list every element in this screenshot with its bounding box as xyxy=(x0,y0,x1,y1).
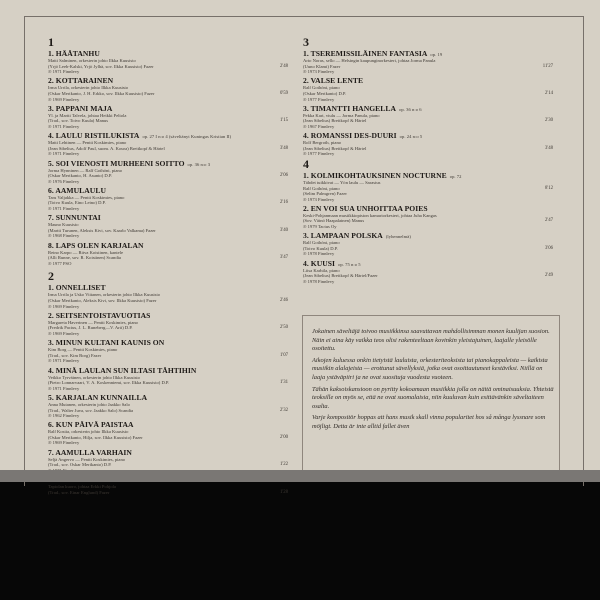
track-title xyxy=(48,241,288,250)
track-credit-line: (Oskar Merikanto, Hilja, sov. Ilkka Kuusisto) Fazer xyxy=(48,434,143,440)
track-duration: 2'50 xyxy=(279,325,288,331)
bottom-edge-strip xyxy=(0,470,600,482)
track-credit-line: Tapiolan kuoro, johtaa Erkki Pohjola xyxy=(48,484,116,490)
track-item xyxy=(303,204,553,230)
track-number: 2. xyxy=(303,203,311,213)
track-title xyxy=(48,159,288,168)
track-number: 2. xyxy=(303,76,311,86)
track-opus: op. 24 n:o 5 xyxy=(399,134,423,140)
track-title-text: KUUSI xyxy=(310,258,336,268)
liner-note-paragraph: Tähän kaksoiskansioon on pyritty kokoamaan musiikkia jolla on näitä ominaisuuksia. Yhteistä teoksille on myös se, että ne ovat suomalaisia, niin kuuluvan kuin esittävänkin säveltaiteen osalta. xyxy=(312,385,554,410)
track-item xyxy=(48,393,288,419)
track-duration: 3'48 xyxy=(544,145,553,151)
track-title-text: KOTTARAINEN xyxy=(55,76,114,86)
track-number: 3. xyxy=(303,231,311,241)
track-duration: 3'06 xyxy=(544,245,553,251)
track-duration: 1'07 xyxy=(279,352,288,358)
track-credit-line: Anna Mutanen, orkesterin johto Jaakko Salo xyxy=(48,401,130,407)
track-title xyxy=(48,420,288,429)
track-credit-line: ℗ 1971 Finnlevy xyxy=(48,123,80,129)
track-credit-line: Seljä Angervo — Pentti Koskimies, piano xyxy=(48,456,126,462)
track-duration: 3'48 xyxy=(279,145,288,151)
track-item xyxy=(48,76,288,102)
track-duration: 2'00 xyxy=(279,434,288,440)
track-item xyxy=(48,131,288,157)
track-credit-line: Arto Noras, sello — Helsingin kaupunginorkesteri, johtaa Jorma Panula xyxy=(303,58,436,63)
track-opus: op. 36 n:o 6 xyxy=(399,106,422,112)
track-opus: op. 75 n:o 5 xyxy=(338,261,361,267)
track-title xyxy=(48,186,288,195)
track-number: 7. xyxy=(48,447,56,457)
track-item xyxy=(48,338,288,364)
track-credit-line: ℗ 1971 Finnlevy xyxy=(48,358,80,364)
track-number: 4. xyxy=(48,365,56,375)
track-title xyxy=(303,49,553,58)
track-title xyxy=(48,311,288,320)
track-credit-line: Taru Valjakka — Pentti Koskimies, piano xyxy=(48,194,125,200)
track-credit-line: ℗ 1973 Finnlevy xyxy=(303,69,335,75)
track-credit-line: ℗ 1977 Finnlevy xyxy=(303,151,335,157)
track-title-text: SEITSENTOISTAVUOTIAS xyxy=(55,310,151,320)
track-credit-line: (Alli Runne, sov. R. Koistinen) Scandia xyxy=(48,255,121,261)
track-credit-line: (Oskar Merikanto, H. Asunto) D.P. xyxy=(48,173,113,179)
track-title-text: MINÄ LAULAN SUN ILTASI TÄHTIHIN xyxy=(55,365,197,375)
liner-note-paragraph: Varje kompositör hoppas att hans musik skall vinna popularitet hos så många lyssnare som möjligt. Detta är inte alltid fallet även xyxy=(312,414,546,430)
track-item xyxy=(48,49,288,75)
track-duration: 2'49 xyxy=(544,273,553,279)
track-number: 2. xyxy=(48,310,56,320)
track-credit-line: (Trad., sov. Einar Englund) Fazer xyxy=(48,489,110,495)
track-opus: op. 36 n:o 3 xyxy=(187,161,211,167)
track-credit-line: (Uuno Klami) Fazer xyxy=(303,63,341,69)
track-item xyxy=(303,49,553,75)
track-credit-line: ℗ 1978 Finnlevy xyxy=(303,251,335,257)
track-title xyxy=(303,204,553,213)
track-number: 3. xyxy=(48,338,56,348)
track-credit-line: Rolf Bergroth, piano xyxy=(303,140,342,146)
track-duration: 2'30 xyxy=(544,118,553,124)
track-credit-line: ℗ 1973 Finnlevy xyxy=(303,196,335,202)
track-number: 1. xyxy=(48,49,56,58)
track-duration: 1'22 xyxy=(279,462,288,468)
track-credit-line: ℗ 1977 PSO xyxy=(48,260,72,266)
track-item xyxy=(48,186,288,212)
track-credit-line: Mauno Kuusisto xyxy=(48,222,79,228)
disc-number: 3 xyxy=(303,35,309,49)
track-credit-line: (Toivo Kuula) D.P. xyxy=(303,245,338,251)
track-item xyxy=(48,213,288,239)
track-credit-line: ℗ 1969 Finnlevy xyxy=(48,303,80,309)
track-number: 4. xyxy=(48,131,56,141)
liner-notes-box xyxy=(302,315,560,475)
track-title xyxy=(48,393,288,402)
disc-number: 2 xyxy=(48,269,54,284)
track-credit-line: (Martti Turunen, Aleksis Kivi, sov. Kaarlo Valkama) Fazer xyxy=(48,227,156,233)
track-credit-line: (Yrjö Leeb-Kalski, Yrjö Jylhä, sov. Ilkka Kuusisto) Fazer xyxy=(48,63,154,69)
track-duration: 3'40 xyxy=(279,227,288,233)
track-credit-line: (Jean Sibelius) Breitkopf & Härtel xyxy=(303,145,367,151)
track-credit-line: Ralf Gothóni, piano xyxy=(303,240,340,246)
track-number: 2. xyxy=(48,76,56,86)
track-credit-line: Jorma Hynninen — Ralf Gothóni, piano xyxy=(48,167,123,173)
track-credit-line: (Sov. Väinö Haapalainen) Manus xyxy=(303,218,365,224)
track-title xyxy=(48,131,288,140)
track-title-text: LAMPAAN POLSKA xyxy=(310,231,383,241)
track-number: 5. xyxy=(48,392,56,402)
track-credit-line: ℗ 1976 Finnlevy xyxy=(48,178,80,184)
track-opus: (lyhennelmä) xyxy=(385,234,411,240)
track-item xyxy=(48,159,288,185)
track-title xyxy=(48,104,288,113)
track-opus: op. 27 I n:o 4 (säveltänyt Kuningas Kristian II) xyxy=(142,134,232,140)
track-credit-line: Ralf Gothóni, piano xyxy=(303,85,340,91)
track-item xyxy=(48,241,288,267)
track-title-text: MINUN KULTANI KAUNIS ON xyxy=(55,338,165,348)
track-duration: 1'15 xyxy=(279,118,288,124)
track-credit-line: ℗ 1967 Finnlevy xyxy=(303,123,335,129)
track-credit-line: Pekka Kari, viulu — Jorma Panula, piano xyxy=(303,112,380,118)
track-credit-line: ℗ 1962 Finnlevy xyxy=(48,413,80,419)
track-duration: 1'31 xyxy=(279,380,288,386)
track-item xyxy=(48,104,288,130)
track-number: 4. xyxy=(303,131,311,141)
track-title xyxy=(48,76,288,85)
track-credit-line: ℗ 1971 Finnlevy xyxy=(48,385,80,391)
track-item xyxy=(303,171,553,202)
track-item xyxy=(48,366,288,392)
track-number: 1. xyxy=(303,170,311,180)
track-credit-line: Matti Lehtinen — Pentti Koskimies, piano xyxy=(48,140,127,146)
track-credit-line: (Oskar Merikanto, Aleksis Kivi, sov. Ilkka Kuusisto) Fazer xyxy=(48,298,157,303)
track-credit-line: (Selim Palmgren) Fazer xyxy=(303,191,347,197)
track-title xyxy=(48,366,288,375)
track-title xyxy=(303,171,553,180)
track-title-text: PAPPANI MAJA xyxy=(55,103,113,113)
track-credit-line: (Trad., sov. Oskar Merikanto) D.P. xyxy=(48,462,112,468)
track-credit-line: Tähdet tuikkivat — Yön laulu — Sarastus xyxy=(303,179,381,185)
track-credit-line: Margareta Haverinen — Pentti Koskimies, piano xyxy=(48,319,138,325)
track-credit-line: (Pietro Lonnarvaari, V. A. Koskenniemi, sov. Ilkka Kuusisto) D.P. xyxy=(48,380,170,386)
track-number: 6. xyxy=(48,185,56,195)
track-duration: 2'32 xyxy=(279,407,288,413)
track-title-text: AAMULAULU xyxy=(55,185,106,195)
track-list-left xyxy=(48,36,288,495)
disc-1 xyxy=(48,36,288,266)
track-number: 4. xyxy=(303,258,311,268)
track-item xyxy=(303,231,553,257)
track-opus: op. 72 xyxy=(449,173,462,179)
liner-note-paragraph: Aikojen kuluessa onkin tietyistä lauluista, orkesteriteoksista tai pianokappaleista — kaikista musiikin alalajeista — erottunut sävellyksiä, jotka ovat osoittautuneet kestäviksi. Niillä on laaja ystäväpiiri ja ne ovat suosituja vuodesta vuoteen. xyxy=(312,356,548,381)
track-duration: 0'59 xyxy=(279,90,288,96)
track-credit-line: (Jean Sibelius, Adolf Paul, suom. A. Koura) Breitkopf & Härtel xyxy=(48,145,165,151)
track-credit-line: Matti Salminen, orkesterin johto Ilkka Kuusisto xyxy=(48,58,136,63)
track-credit-line: Ralf Gothóni, piano xyxy=(303,185,340,191)
track-credit-line: ℗ 1969 Finnlevy xyxy=(48,330,80,336)
track-credit-line: Irma Urrila ja Usko Viitanen, orkesterin johto Ilkka Kuusisto xyxy=(48,292,161,298)
track-credit-line: Veikko Tyrväinen, orkesterin johto Ilkka Kuusisto xyxy=(48,374,140,380)
track-duration: 11'27 xyxy=(542,63,553,69)
track-title-text: SUNNUNTAI xyxy=(55,213,101,223)
track-opus: op. 19 xyxy=(430,52,443,57)
disc-3 xyxy=(303,36,553,157)
track-duration: 2'14 xyxy=(544,90,553,96)
track-credit-line: Reino Karpo — Ritva Koistinen, kantele xyxy=(48,249,124,255)
track-credit-line: ℗ 1971 Finnlevy xyxy=(48,206,80,212)
track-credit-line: Yl. ja Martti Talvela, johtaa Heikki Peltola xyxy=(48,112,127,118)
track-title-text: SOI VIENOSTI MURHEENI SOITTO xyxy=(55,158,185,168)
track-credit-line: ℗ 1971 Finnlevy xyxy=(48,69,80,75)
track-duration: 2'16 xyxy=(279,200,288,206)
disc-number: 4 xyxy=(303,156,309,171)
track-title-text: KUN PÄIVÄ PAISTAA xyxy=(55,420,134,430)
track-number: 3. xyxy=(48,103,56,113)
track-title xyxy=(48,338,288,347)
track-credit-line: Kim Borg — Pentti Koskimies, piano xyxy=(48,347,118,353)
track-number: 7. xyxy=(48,213,56,223)
track-credit-line: (Oskar Merikanto, J. H. Erkko, sov. Ilkka Kuusisto) Fazer xyxy=(48,90,155,96)
track-title-text: AAMULLA VARHAIN xyxy=(55,447,132,457)
track-title xyxy=(303,259,553,268)
track-duration: 2'47 xyxy=(544,218,553,224)
track-credit-line: (Toivo Kuula, Eino Leino) D.P. xyxy=(48,200,106,206)
track-item xyxy=(48,420,288,446)
track-credit-line: ℗ 1971 Finnlevy xyxy=(48,151,80,157)
track-list-right xyxy=(303,36,553,284)
track-duration: 2'06 xyxy=(279,173,288,179)
track-number: 5. xyxy=(48,158,56,168)
track-number: 3. xyxy=(303,103,311,113)
track-title xyxy=(48,283,288,292)
track-item xyxy=(48,311,288,337)
track-item xyxy=(303,76,553,102)
track-credit-line: Ralf Kostia, orkesterin johto Ilkka Kuusisto xyxy=(48,429,129,435)
track-duration: 8'12 xyxy=(544,185,553,191)
track-duration: 3'47 xyxy=(279,255,288,261)
track-credit-line: (Jean Sibelius) Breitkopf & Härtel xyxy=(303,118,367,124)
track-number: 1. xyxy=(48,283,56,293)
track-title-text: TSEREMISSILÄINEN FANTASIA xyxy=(310,49,428,58)
track-title xyxy=(303,231,553,240)
disc-4 xyxy=(303,158,553,285)
track-credit-line: (Fredrik Pacius, J. L. Runeberg—V. Arti) D.P. xyxy=(48,325,133,331)
track-number: 8. xyxy=(48,240,56,250)
track-title xyxy=(303,131,553,140)
track-title-text: ONNELLISET xyxy=(55,283,106,293)
track-credit-line: ℗ 1978 Finnlevy xyxy=(303,278,335,284)
track-title-text: KOLMIKOHTAUKSINEN NOCTURNE xyxy=(310,170,447,180)
track-title-text: TIMANTTI HANGELLA xyxy=(310,103,397,113)
track-credit-line: ℗ 1969 Finnlevy xyxy=(48,440,80,446)
track-number: 1. xyxy=(303,49,311,58)
liner-note-paragraph: Jokainen säveltäjä toivoo musiikkinsa saavuttavan mahdollisimman monen kuulijan suosion. Näin ei aina käy vaikka teos olisi rakenteeltaan kovinkin yleistajuinen, laajalle yleisölle osoitettu. xyxy=(312,328,550,353)
track-title xyxy=(303,104,553,113)
track-credit-line: Keski-Pohjanmaan musiikkiopiston kamariorkesteri, johtaa Juha Kangas xyxy=(303,212,437,218)
track-title-text: LAPS OLEN KARJALAN xyxy=(55,240,144,250)
track-title-text: HÄÄTANHU xyxy=(55,49,100,58)
track-credit-line: (Oskar Merikanto) D.P. xyxy=(303,90,347,96)
track-title-text: KARJALAN KUNNAILLA xyxy=(55,392,148,402)
track-credit-line: ℗ 1968 Finnlevy xyxy=(48,233,80,239)
track-title-text: VALSE LENTE xyxy=(310,76,364,86)
track-number: 6. xyxy=(48,420,56,430)
track-title-text: EN VOI SUA UNHOITTAA POIES xyxy=(310,203,428,213)
track-credit-line: ℗ 1977 Finnlevy xyxy=(303,96,335,102)
track-credit-line: ℗ 1969 Finnlevy xyxy=(48,96,80,102)
track-credit-line: (Trad., sov. Toivo Kuula) Manus xyxy=(48,118,108,124)
track-credit-line: (Trad., sov. Kim Borg) Fazer xyxy=(48,352,102,358)
track-item xyxy=(48,283,288,309)
track-title xyxy=(48,448,288,457)
disc-2 xyxy=(48,270,288,495)
track-credit-line: Liisa Karhila, piano xyxy=(303,267,340,273)
track-item xyxy=(303,104,553,130)
track-duration: 1'28 xyxy=(279,489,288,495)
track-item xyxy=(303,259,553,285)
track-duration: 2'48 xyxy=(279,63,288,69)
track-title xyxy=(303,76,553,85)
track-credit-line: (Jean Sibelius) Breitkopf & Härtel/Fazer xyxy=(303,273,378,279)
track-duration: 2'46 xyxy=(279,298,288,303)
track-title-text: LAULU RISTILUKISTA xyxy=(55,131,140,141)
disc-number: 1 xyxy=(48,35,54,49)
track-credit-line: Irma Urrila, orkesterin johto Ilkka Kuusisto xyxy=(48,85,129,91)
track-title-text: ROMANSSI DES-DUURI xyxy=(310,131,397,141)
track-title xyxy=(48,213,288,222)
track-credit-line: (Trad., Walter Juva, sov. Jaakko Salo) Scandia xyxy=(48,407,134,413)
track-title xyxy=(48,49,288,58)
track-credit-line: ℗ 1979 Tactus Oy xyxy=(303,224,337,230)
track-item xyxy=(303,131,553,157)
